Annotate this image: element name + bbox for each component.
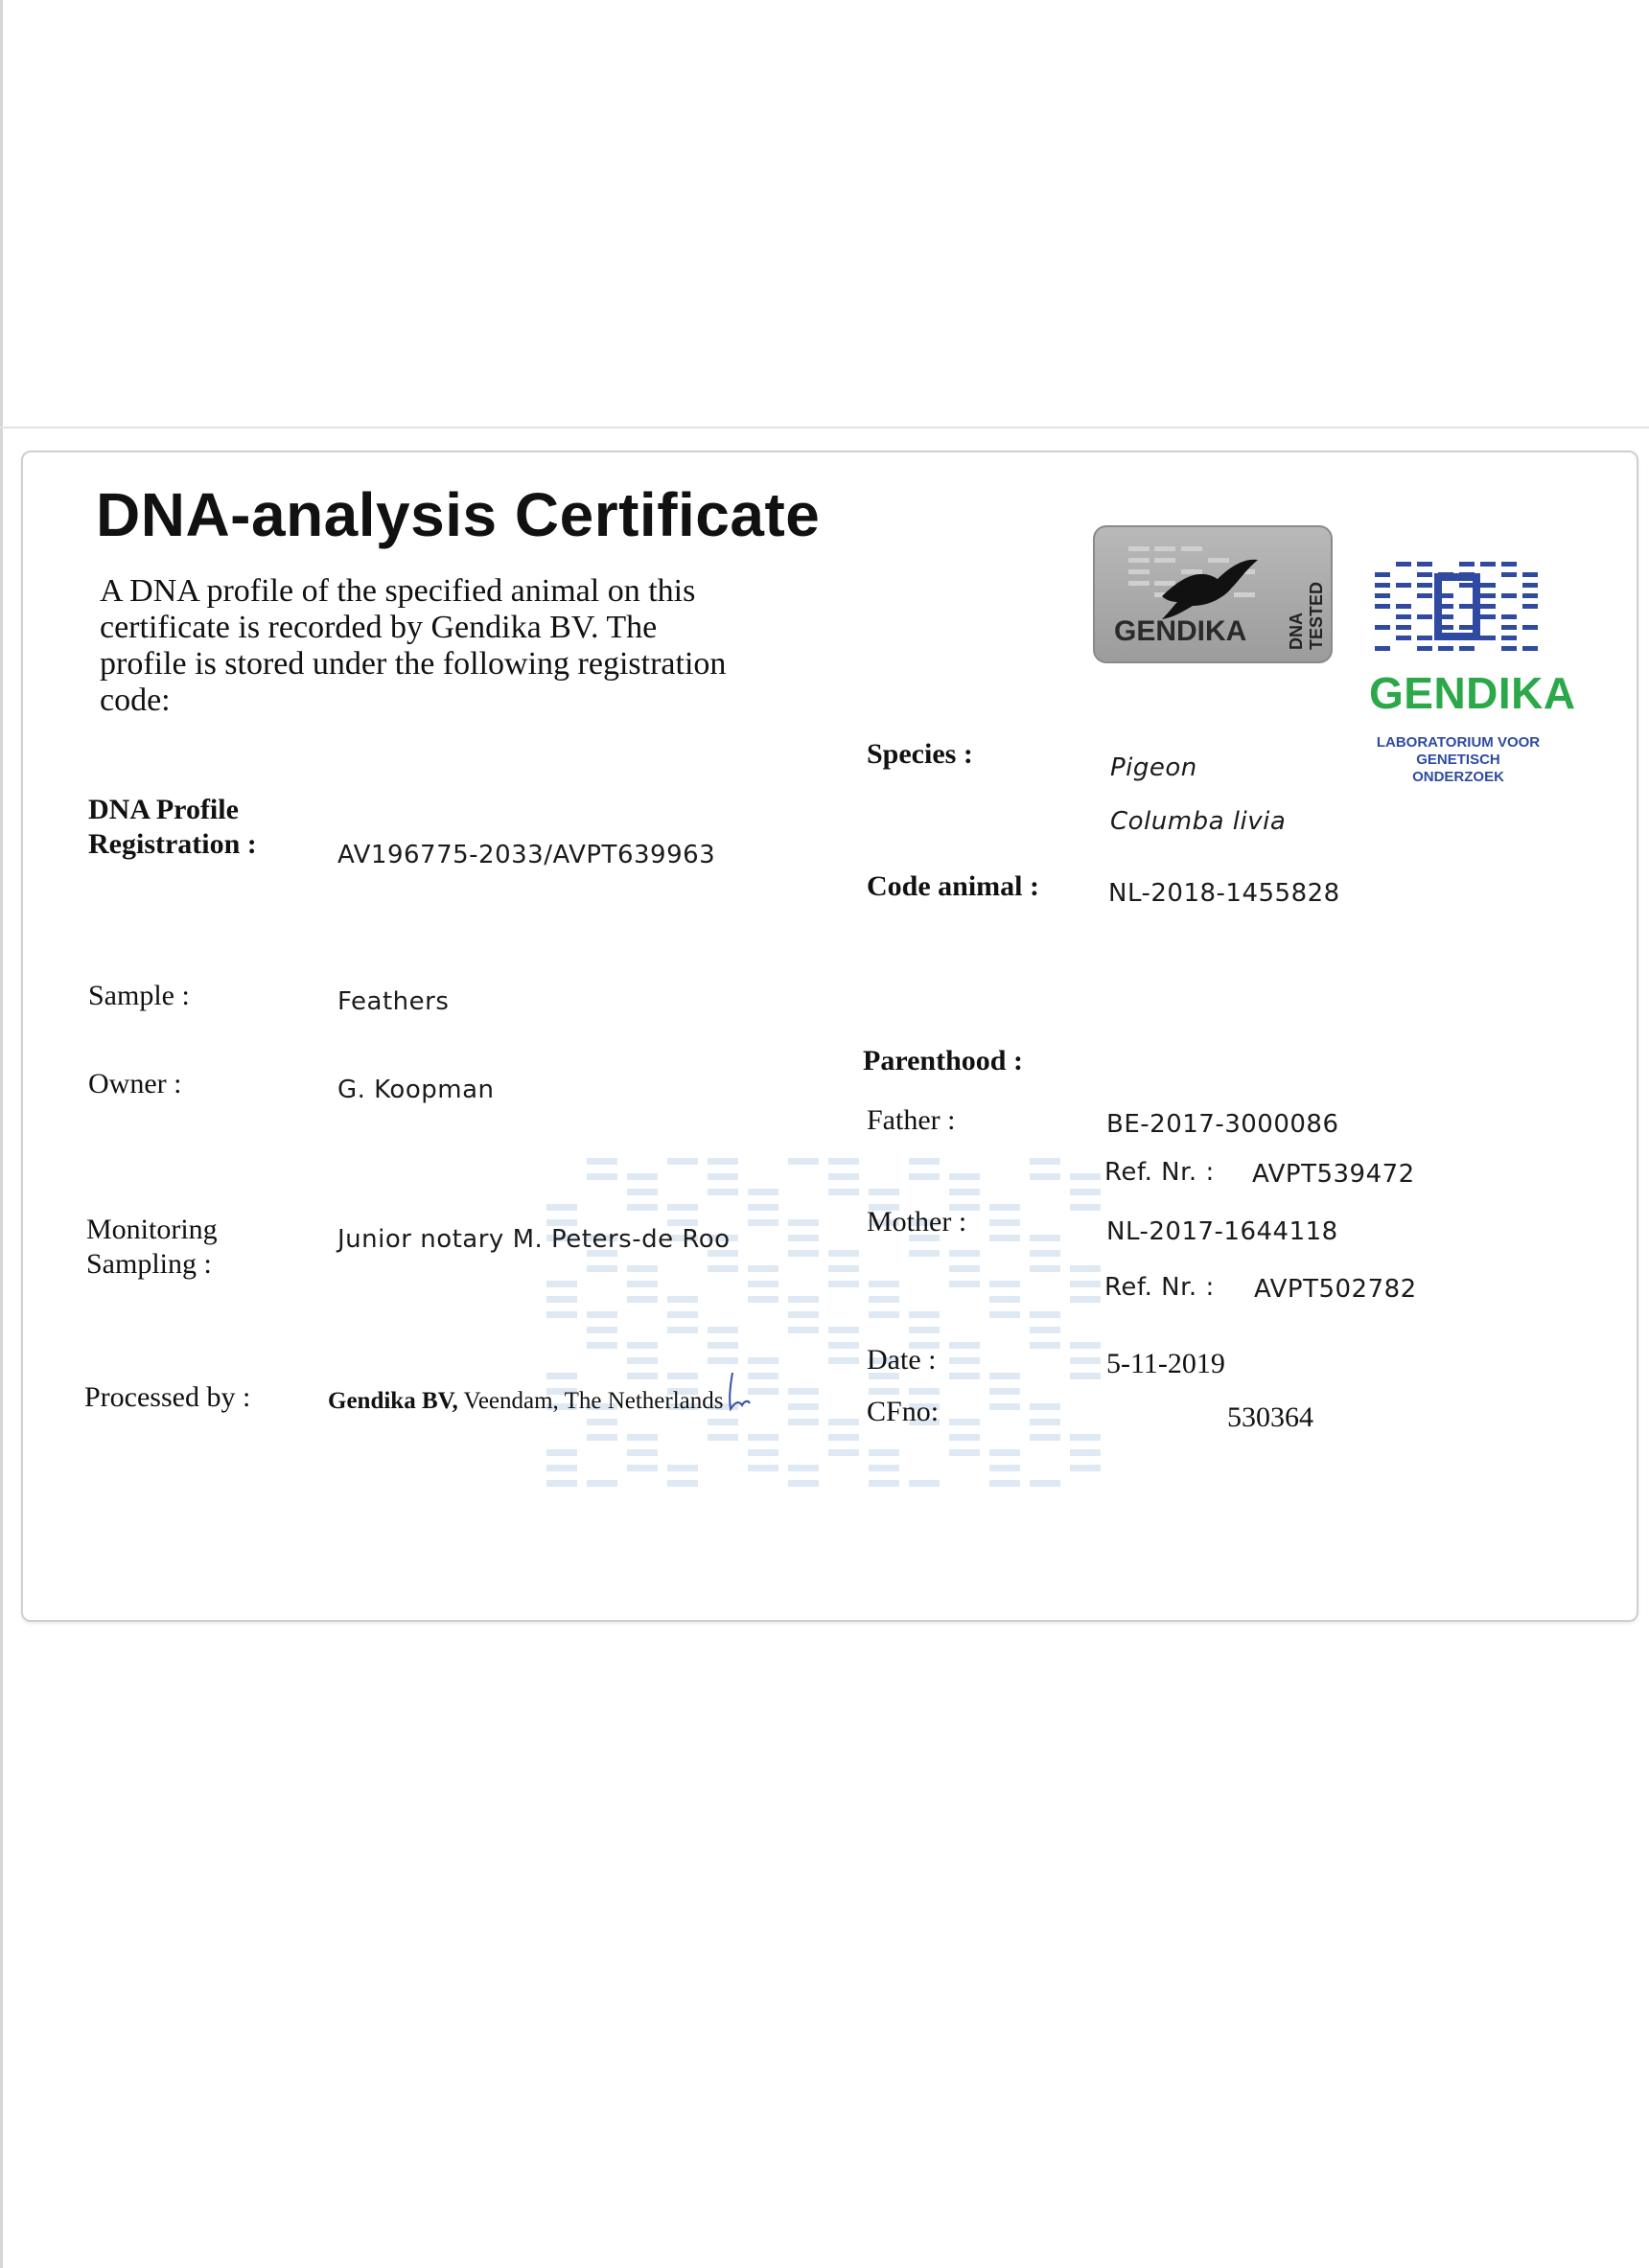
watermark-dash: [788, 1327, 819, 1333]
watermark-dash: [788, 1219, 819, 1226]
watermark-dash: [989, 1219, 1020, 1226]
logo-dash: [1417, 562, 1432, 567]
watermark-dash: [1070, 1296, 1101, 1303]
watermark-dash: [989, 1311, 1020, 1318]
code-animal-label: Code animal :: [867, 870, 1039, 902]
logo-dash: [1375, 593, 1390, 598]
watermark-dash: [949, 1173, 980, 1180]
species-latin-value: Columba livia: [1110, 807, 1287, 836]
logo-dash: [1522, 625, 1538, 630]
watermark-dash: [1070, 1465, 1101, 1471]
watermark-dash: [949, 1373, 980, 1379]
watermark-dash: [828, 1281, 859, 1287]
watermark-dash: [708, 1434, 738, 1441]
logo-dash: [1459, 604, 1475, 609]
watermark-dash: [627, 1265, 658, 1272]
mother-label: Mother :: [867, 1206, 967, 1238]
watermark-dash: [989, 1204, 1020, 1211]
parenthood-label: Parenthood :: [863, 1045, 1023, 1076]
logo-dash: [1480, 593, 1496, 598]
watermark-dash: [989, 1281, 1020, 1287]
watermark-dash: [587, 1311, 617, 1318]
watermark-dash: [708, 1327, 738, 1333]
owner-label: Owner :: [88, 1068, 182, 1099]
watermark-dash: [909, 1327, 940, 1333]
watermark-dash: [949, 1419, 980, 1425]
date-value: 5-11-2019: [1106, 1348, 1225, 1379]
seal-side-label: DNA TESTED: [1287, 581, 1326, 650]
species-common-value: Pigeon: [1110, 753, 1197, 782]
father-ref-value: AVPT539472: [1252, 1160, 1415, 1189]
watermark-dash: [1070, 1204, 1101, 1211]
watermark-dash: [1030, 1235, 1060, 1241]
logo-dash: [1438, 646, 1453, 651]
watermark-dash: [869, 1388, 899, 1395]
watermark-dash: [708, 1189, 738, 1195]
watermark-dash: [667, 1311, 698, 1318]
mother-value: NL-2017-1644118: [1106, 1217, 1338, 1246]
watermark-dash: [627, 1281, 658, 1287]
scan-edge: [0, 0, 3, 2268]
logo-dash: [1459, 583, 1475, 588]
watermark-dash: [828, 1327, 859, 1333]
watermark-dash: [949, 1189, 980, 1195]
watermark-dash: [869, 1189, 899, 1195]
logo-dash: [1417, 593, 1432, 598]
logo-dash: [1459, 625, 1475, 630]
watermark-dash: [989, 1449, 1020, 1456]
watermark-dash: [989, 1403, 1020, 1410]
logo-dash: [1396, 583, 1411, 588]
dna-watermark-icon: [537, 1150, 1122, 1505]
monitoring-label-line-2: Sampling :: [86, 1248, 212, 1280]
watermark-dash: [546, 1465, 577, 1471]
watermark-dash: [828, 1449, 859, 1456]
watermark-dash: [1070, 1449, 1101, 1456]
logo-dash: [1459, 646, 1475, 651]
logo-dash: [1396, 604, 1411, 609]
watermark-dash: [627, 1449, 658, 1456]
watermark-dash: [989, 1388, 1020, 1395]
monitoring-value: Junior notary M. Peters-de Roo: [337, 1225, 731, 1254]
watermark-dash: [1070, 1357, 1101, 1364]
watermark-dash: [1070, 1281, 1101, 1287]
watermark-dash: [546, 1373, 577, 1379]
watermark-dash: [1070, 1434, 1101, 1441]
card-shadow-line: [0, 427, 1649, 428]
watermark-dash: [627, 1173, 658, 1180]
logo-subtitle-line-2: GENETISCH ONDERZOEK: [1412, 752, 1504, 785]
watermark-dash: [1070, 1265, 1101, 1272]
watermark-dash: [708, 1357, 738, 1364]
watermark-dash: [748, 1449, 778, 1456]
watermark-dash: [1030, 1419, 1060, 1425]
watermark-dash: [949, 1449, 980, 1456]
date-label: Date :: [867, 1344, 937, 1376]
logo-dash: [1501, 636, 1517, 640]
watermark-dash: [667, 1373, 698, 1379]
logo-dash: [1417, 583, 1432, 588]
watermark-dash: [909, 1173, 940, 1180]
logo-dash: [1522, 583, 1538, 588]
logo-dash: [1501, 614, 1517, 619]
watermark-dash: [546, 1281, 577, 1287]
signature-mark: [725, 1371, 754, 1413]
owner-value: G. Koopman: [337, 1076, 495, 1104]
watermark-dash: [748, 1296, 778, 1303]
logo-dash: [1501, 572, 1517, 577]
watermark-dash: [748, 1465, 778, 1471]
code-animal-value: NL-2018-1455828: [1108, 879, 1340, 908]
logo-dash: [1417, 646, 1432, 651]
logo-dash: [1396, 614, 1411, 619]
watermark-dash: [989, 1480, 1020, 1487]
watermark-dash: [748, 1434, 778, 1441]
father-label: Father :: [867, 1104, 956, 1136]
logo-dash: [1522, 572, 1538, 577]
processed-value-location: Veendam, The Netherlands: [463, 1388, 724, 1414]
watermark-dash: [1070, 1189, 1101, 1195]
watermark-dash: [748, 1357, 778, 1364]
watermark-dash: [989, 1373, 1020, 1379]
watermark-dash: [989, 1465, 1020, 1471]
watermark-dash: [869, 1465, 899, 1471]
watermark-dash: [949, 1342, 980, 1349]
watermark-dash: [667, 1296, 698, 1303]
watermark-dash: [627, 1434, 658, 1441]
watermark-dash: [748, 1265, 778, 1272]
watermark-dash: [587, 1327, 617, 1333]
watermark-dash: [1030, 1158, 1060, 1165]
watermark-dash: [1030, 1250, 1060, 1257]
watermark-dash: [949, 1250, 980, 1257]
watermark-dash: [587, 1434, 617, 1441]
cfno-label: CFno:: [867, 1396, 940, 1427]
watermark-dash: [989, 1296, 1020, 1303]
watermark-dash: [1070, 1173, 1101, 1180]
watermark-dash: [909, 1480, 940, 1487]
logo-dash: [1501, 625, 1517, 630]
watermark-dash: [748, 1219, 778, 1226]
logo-dash: [1375, 572, 1390, 577]
species-label: Species :: [867, 738, 973, 770]
watermark-dash: [667, 1465, 698, 1471]
watermark-dash: [788, 1419, 819, 1425]
watermark-dash: [828, 1250, 859, 1257]
watermark-dash: [788, 1465, 819, 1471]
watermark-dash: [546, 1204, 577, 1211]
logo-dash: [1417, 572, 1432, 577]
watermark-dash: [667, 1158, 698, 1165]
watermark-dash: [828, 1173, 859, 1180]
seal-label: GENDIKA: [1114, 615, 1247, 647]
watermark-dash: [667, 1327, 698, 1333]
watermark-dash: [627, 1204, 658, 1211]
certificate-title: DNA-analysis Certificate: [96, 480, 821, 549]
logo-dash: [1396, 562, 1411, 567]
sample-label: Sample :: [88, 980, 190, 1011]
watermark-dash: [788, 1388, 819, 1395]
mother-ref-value: AVPT502782: [1254, 1275, 1417, 1304]
registration-value: AV196775-2033/AVPT639963: [337, 841, 716, 869]
processed-value: [328, 1388, 724, 1415]
registration-label-line-2: Registration :: [88, 828, 257, 860]
watermark-dash: [708, 1419, 738, 1425]
watermark-dash: [546, 1296, 577, 1303]
logo-subtitle-line-1: LABORATORIUM VOOR: [1376, 734, 1541, 751]
logo-dash: [1375, 583, 1390, 588]
watermark-dash: [587, 1419, 617, 1425]
watermark-dash: [869, 1449, 899, 1456]
watermark-dash: [1030, 1173, 1060, 1180]
watermark-dash: [828, 1189, 859, 1195]
watermark-dash: [788, 1403, 819, 1410]
processed-label: Processed by :: [84, 1381, 251, 1413]
watermark-dash: [748, 1189, 778, 1195]
logo-dash: [1501, 593, 1517, 598]
watermark-dash: [869, 1480, 899, 1487]
logo-dash: [1522, 593, 1538, 598]
watermark-dash: [909, 1250, 940, 1257]
logo-dash: [1375, 625, 1390, 630]
logo-dash: [1480, 583, 1496, 588]
watermark-dash: [748, 1204, 778, 1211]
watermark-dash: [627, 1296, 658, 1303]
watermark-dash: [1070, 1342, 1101, 1349]
watermark-dash: [748, 1281, 778, 1287]
watermark-dash: [828, 1434, 859, 1441]
watermark-dash: [828, 1357, 859, 1364]
watermark-dash: [1030, 1265, 1060, 1272]
logo-dash: [1480, 636, 1496, 640]
watermark-dash: [627, 1465, 658, 1471]
watermark-dash: [587, 1158, 617, 1165]
watermark-dash: [708, 1173, 738, 1180]
watermark-dash: [788, 1235, 819, 1241]
watermark-dash: [949, 1357, 980, 1364]
logo-dash: [1375, 604, 1390, 609]
logo-dash: [1501, 562, 1517, 567]
logo-dash: [1459, 562, 1475, 567]
watermark-dash: [587, 1480, 617, 1487]
watermark-dash: [587, 1173, 617, 1180]
monitoring-label-line-1: Monitoring: [86, 1214, 218, 1245]
watermark-dash: [1030, 1342, 1060, 1349]
logo-dash: [1417, 636, 1432, 640]
watermark-dash: [627, 1373, 658, 1379]
watermark-dash: [788, 1158, 819, 1165]
watermark-dash: [627, 1357, 658, 1364]
sample-value: Feathers: [337, 987, 450, 1016]
processed-value-company: Gendika BV,: [328, 1388, 458, 1414]
mother-ref-label: Ref. Nr. :: [1104, 1273, 1215, 1302]
watermark-dash: [909, 1158, 940, 1165]
watermark-dash: [869, 1311, 899, 1318]
watermark-dash: [788, 1250, 819, 1257]
gendika-logo-subtitle: [1369, 734, 1547, 786]
watermark-dash: [546, 1311, 577, 1318]
watermark-dash: [828, 1158, 859, 1165]
watermark-dash: [627, 1342, 658, 1349]
logo-dash: [1480, 562, 1496, 567]
watermark-dash: [708, 1342, 738, 1349]
watermark-dash: [788, 1296, 819, 1303]
logo-dash: [1480, 604, 1496, 609]
watermark-dash: [909, 1311, 940, 1318]
seal-side-label-wrap: [1287, 537, 1326, 652]
logo-dash: [1396, 636, 1411, 640]
logo-dash: [1396, 625, 1411, 630]
logo-dash: [1375, 646, 1390, 651]
watermark-dash: [708, 1265, 738, 1272]
watermark-dash: [1030, 1311, 1060, 1318]
cfno-value: 530364: [1227, 1401, 1313, 1433]
father-ref-label: Ref. Nr. :: [1104, 1158, 1215, 1187]
watermark-dash: [708, 1158, 738, 1165]
watermark-dash: [828, 1419, 859, 1425]
watermark-dash: [828, 1342, 859, 1349]
logo-dash: [1480, 614, 1496, 619]
watermark-dash: [546, 1480, 577, 1487]
watermark-dash: [667, 1204, 698, 1211]
registration-label-line-1: DNA Profile: [88, 794, 239, 825]
father-value: BE-2017-3000086: [1106, 1110, 1339, 1139]
watermark-dash: [949, 1265, 980, 1272]
watermark-dash: [627, 1189, 658, 1195]
watermark-dash: [949, 1434, 980, 1441]
logo-dash: [1417, 614, 1432, 619]
certificate-intro: A DNA profile of the specified animal on this certificate is recorded by Gendika BV. The profile is stored under the following registration code:: [100, 573, 727, 718]
watermark-dash: [869, 1281, 899, 1287]
watermark-dash: [989, 1235, 1020, 1241]
gendika-logo-name: GENDIKA: [1369, 668, 1576, 718]
watermark-dash: [1070, 1373, 1101, 1379]
watermark-dash: [949, 1281, 980, 1287]
watermark-dash: [587, 1265, 617, 1272]
watermark-dash: [909, 1388, 940, 1395]
bird-in-flight-icon: [1124, 539, 1277, 625]
watermark-dash: [667, 1480, 698, 1487]
watermark-dash: [546, 1449, 577, 1456]
logo-dash: [1522, 604, 1538, 609]
gendika-logo-icon: [1371, 556, 1544, 661]
dna-tested-seal: [1093, 525, 1333, 663]
watermark-dash: [1030, 1403, 1060, 1410]
watermark-dash: [587, 1342, 617, 1349]
watermark-dash: [869, 1296, 899, 1303]
watermark-dash: [1030, 1327, 1060, 1333]
watermark-dash: [1030, 1480, 1060, 1487]
watermark-dash: [1030, 1434, 1060, 1441]
watermark-dash: [828, 1265, 859, 1272]
logo-dash: [1501, 646, 1517, 651]
logo-dash: [1522, 646, 1538, 651]
watermark-dash: [788, 1311, 819, 1318]
watermark-dash: [788, 1480, 819, 1487]
